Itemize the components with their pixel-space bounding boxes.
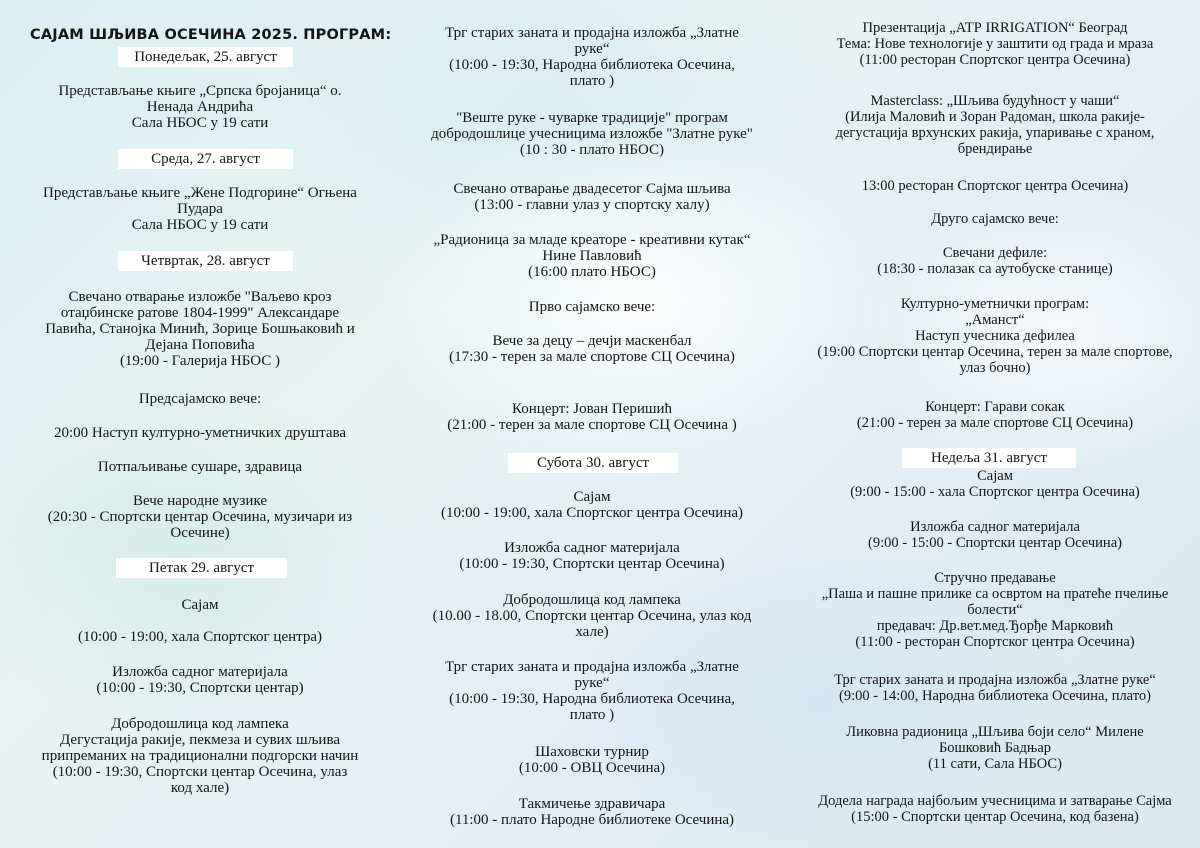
event-plant-exhibition-sunday: Изложба садног материјала (9:00 - 15:00 - Спортски центар Осечина) [868, 519, 1122, 551]
event-cultural-program: Културно-уметнички програм: „Аманст“ Наступ учесника дефилеа (19:00 Спортски центар Осечина, терен за мале спортове, улаз бочно) [817, 296, 1173, 376]
event-old-crafts-square-saturday: Трг старих заната и продајна изложба „Златне руке“ (10:00 - 19:30, Народна библиотека Осечина, плато ) [445, 659, 739, 723]
event-masterclass: Masterclass: „Шљива будућност у чаши“ (Илија Маловић и Зоран Радоман, школа ракије- дегустација врхунских ракија, упаривање с храном, брендирање [835, 93, 1155, 157]
day-header-wednesday: Среда, 27. август [118, 149, 293, 169]
event-ceremonial-parade: Свечани дефиле: (18:30 - полазак са аутобуске станице) [877, 245, 1113, 277]
program-title: САЈАМ ШЉИВА ОСЕЧИНА 2025. ПРОГРАМ: [30, 27, 392, 43]
event-masterclass-time: 13:00 ресторан Спортског центра Осечина) [861, 178, 1129, 194]
column-right [790, 0, 1200, 848]
day-header-saturday: Субота 30. август [508, 453, 678, 473]
event-old-crafts-square-sunday: Трг старих заната и продајна изложба „Златне руке“ (9:00 - 14:00, Народна библиотека Осечина, плато) [834, 672, 1156, 704]
column-left [0, 0, 400, 848]
event-fair-opening: Свечано отварање двадесетог Сајма шљива (13:00 - главни улаз у спортску халу) [453, 181, 731, 213]
event-chess-tournament: Шаховски турнир (10:00 - ОВЦ Осечина) [518, 744, 666, 776]
event-folk-ensembles: 20:00 Наступ културно-уметничких друштава [53, 425, 347, 441]
event-exhibition-opening: Свечано отварање изложбе "Ваљево кроз отаџбинске ратове 1804-1999" Александаре Павића, Станојка Минић, Зорице Бошњаковић и Дејана Поповића (19:00 - Галерија НБОС ) [45, 289, 355, 369]
event-folk-music-evening: Вече народне музике (20:30 - Спортски центар Осечина, музичари из Осечине) [47, 493, 353, 541]
event-concert-garavi-sokak: Концерт: Гарави сокак (21:00 - терен за мале спортове СЦ Осечина) [856, 399, 1134, 431]
event-fair-sunday: Сајам (9:00 - 15:00 - хала Спортског центра Осечина) [850, 468, 1140, 500]
event-atp-irrigation-presentation: Презентација „АТР IRRIGATION“ Београд Тема: Нове технологије у заштити од града и мраза (11:00 ресторан Спортског центра Осечина) [836, 20, 1154, 68]
event-book-presentation-2: Представљање књиге „Жене Подгорине“ Огњена Пудара Сала НБОС у 19 сати [43, 185, 357, 233]
day-header-thursday: Четвртак, 28. август [118, 251, 293, 271]
event-concert-jovan-perisic: Концерт: Јован Перишић (21:00 - терен за мале спортове СЦ Осечина ) [447, 401, 737, 433]
day-header-sunday: Недеља 31. август [902, 448, 1076, 468]
second-fair-evening-heading: Друго сајамско вече: [931, 211, 1059, 227]
event-welcome-lampek-saturday: Добродошлица код лампека (10.00 - 18.00, Спортски центар Осечина, улаз код хале) [432, 592, 752, 640]
event-fair-friday: Сајам [181, 597, 219, 613]
event-awards-and-closing: Додела награда најбољим учесницима и затварање Сајма (15:00 - Спортски центар Осечина, код базена) [818, 793, 1172, 825]
event-skilled-hands: "Веште руке - чуварке традиције" програм добродошлице учесницима изложбе "Златне руке" (10 : 30 - плато НБОС) [431, 110, 753, 158]
event-book-presentation-1: Представљање књиге „Српска бројаница“ о. Ненада Андрића Сала НБОС у 19 сати [58, 83, 342, 131]
event-old-crafts-square-friday: Трг старих заната и продајна изложба „Златне руке“ (10:00 - 19:30, Народна библиотека Осечина, плато ) [445, 25, 739, 89]
event-plant-exhibition-friday: Изложба садног материјала (10:00 - 19:30, Спортски центар) [96, 664, 304, 696]
event-young-creators-workshop: „Радионица за младе креаторе - креативни кутак“ Нине Павловић (16:00 плато НБОС) [433, 232, 751, 280]
event-toast-competition: Такмичење здравичара (11:00 - плато Народне библиотеке Осечина) [449, 796, 735, 828]
day-header-friday: Петак 29. август [116, 558, 287, 578]
event-dryer-lighting: Потпаљивање сушаре, здравица [97, 459, 303, 475]
first-fair-evening-heading: Прво сајамско вече: [528, 299, 656, 315]
event-fair-saturday: Сајам (10:00 - 19:00, хала Спортског центра Осечина) [440, 489, 744, 521]
event-expert-lecture: Стручно предавање „Паша и пашне прилике са освртом на пратеће пчелиње болести“ предавач: Др.вет.мед.Ђорђе Марковић (11:00 - ресторан Спортског центра Осечина) [821, 570, 1169, 650]
event-welcome-lampek-friday: Добродошлица код лампека Дегустација ракије, пекмеза и сувих шљива припреманих на традиционални подгорски начин (10:00 - 19:30, Спортски центар Осечина, улаз код хале) [41, 716, 359, 796]
event-art-workshop: Ликовна радионица „Шљива боји село“ Милене Бошковић Бадњар (11 сати, Сала НБОС) [846, 724, 1144, 772]
pre-fair-evening-heading: Предсајамско вече: [138, 391, 262, 407]
event-kids-masquerade: Вече за децу – дечји маскенбал (17:30 - терен за мале спортове СЦ Осечина) [449, 333, 735, 365]
day-header-monday: Понедељак, 25. август [118, 47, 293, 67]
event-fair-friday-time: (10:00 - 19:00, хала Спортског центра) [77, 629, 323, 645]
column-middle [398, 0, 786, 848]
event-plant-exhibition-saturday: Изложба садног материјала (10:00 - 19:30, Спортски центар Осечина) [459, 540, 725, 572]
